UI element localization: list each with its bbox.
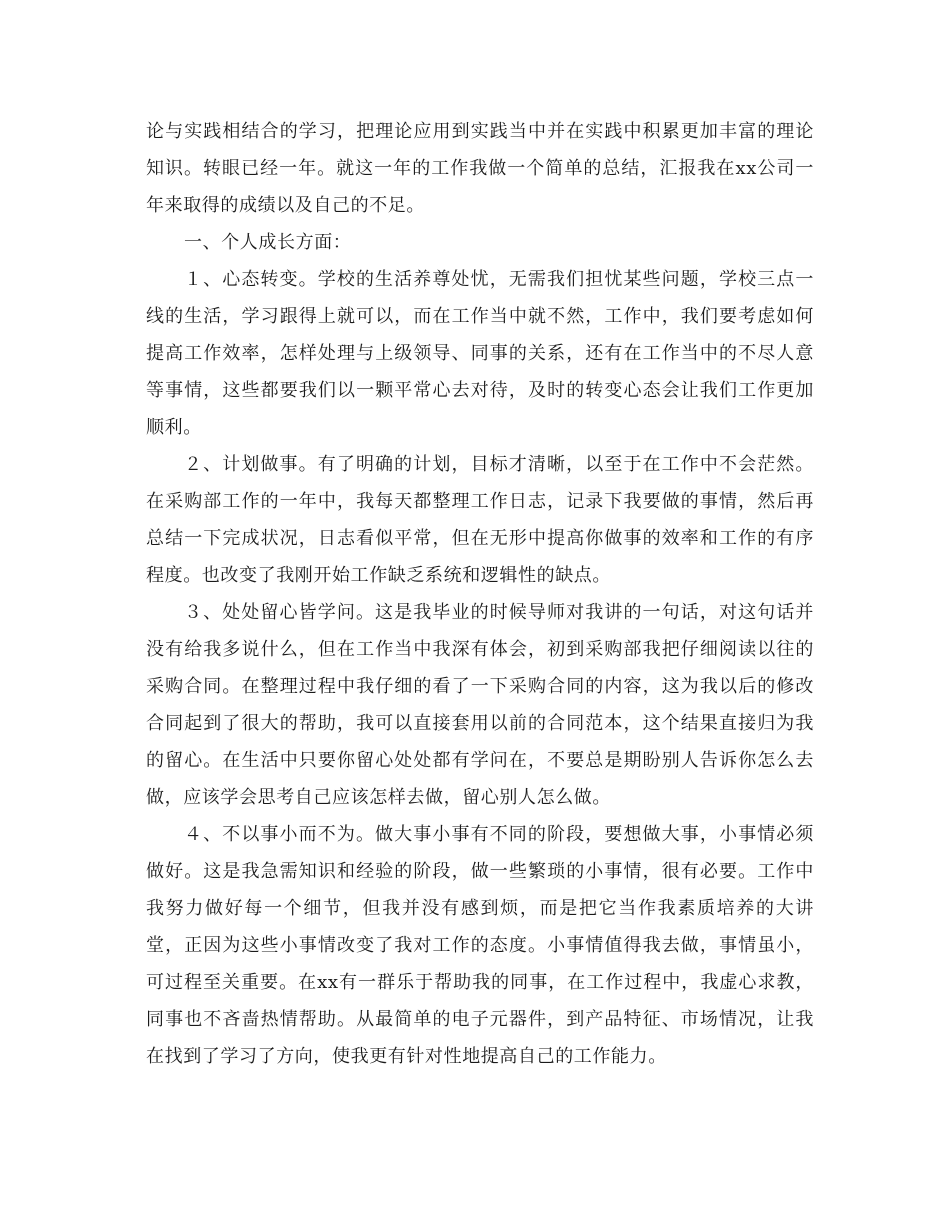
section-heading-personal-growth: 一、个人成长方面： bbox=[184, 232, 352, 253]
paragraph-mindset-change: １、心态转变。学校的生活养尊处忧，无需我们担忧某些问题，学校三点一线的生活，学习跟得上就可以，而在工作当中就不然，工作中，我们要考虑如何提高工作效率，怎样处理与上级领导、同事的关系，还有在工作当中的不尽人意等事情，这些都要我们以一颗平常心去对待，及时的转变心态会让我们工作更加顺利。 bbox=[146, 269, 814, 438]
paragraph-small-things: ４、不以事小而不为。做大事小事有不同的阶段，要想做大事，小事情必须做好。这是我急需知识和经验的阶段，做一些繁琐的小事情，很有必要。工作中我努力做好每一个细节，但我并没有感到烦，而是把它当作我素质培养的大讲堂，正因为这些小事情改变了我对工作的态度。小事情值得我去做，事情虽小，可过程至关重要。在xx有一群乐于帮助我的同事，在工作过程中，我虚心求教，同事也不吝啬热情帮助。从最简单的电子元器件，到产品特征、市场情况，让我在找到了学习了方向，使我更有针对性地提高自己的工作能力。 bbox=[146, 824, 814, 1067]
document-body bbox=[146, 113, 814, 1075]
paragraph-attentiveness: ３、处处留心皆学问。这是我毕业的时候导师对我讲的一句话，对这句话并没有给我多说什么，但在工作当中我深有体会，初到采购部我把仔细阅读以往的采购合同。在整理过程中我仔细的看了一下采购合同的内容，这为我以后的修改合同起到了很大的帮助，我可以直接套用以前的合同范本，这个结果直接归为我的留心。在生活中只要你留心处处都有学问在，不要总是期盼别人告诉你怎么去做，应该学会思考自己应该怎样去做，留心别人怎么做。 bbox=[146, 602, 814, 808]
paragraph-intro-continuation: 论与实践相结合的学习，把理论应用到实践当中并在实践中积累更加丰富的理论知识。转眼已经一年。就这一年的工作我做一个简单的总结，汇报我在xx公司一年来取得的成绩以及自己的不足。 bbox=[146, 121, 814, 216]
paragraph-planning: ２、计划做事。有了明确的计划，目标才清晰，以至于在工作中不会茫然。在采购部工作的一年中，我每天都整理工作日志，记录下我要做的事情，然后再总结一下完成状况，日志看似平常，但在无形中提高你做事的效率和工作的有序程度。也改变了我刚开始工作缺乏系统和逻辑性的缺点。 bbox=[146, 454, 814, 586]
